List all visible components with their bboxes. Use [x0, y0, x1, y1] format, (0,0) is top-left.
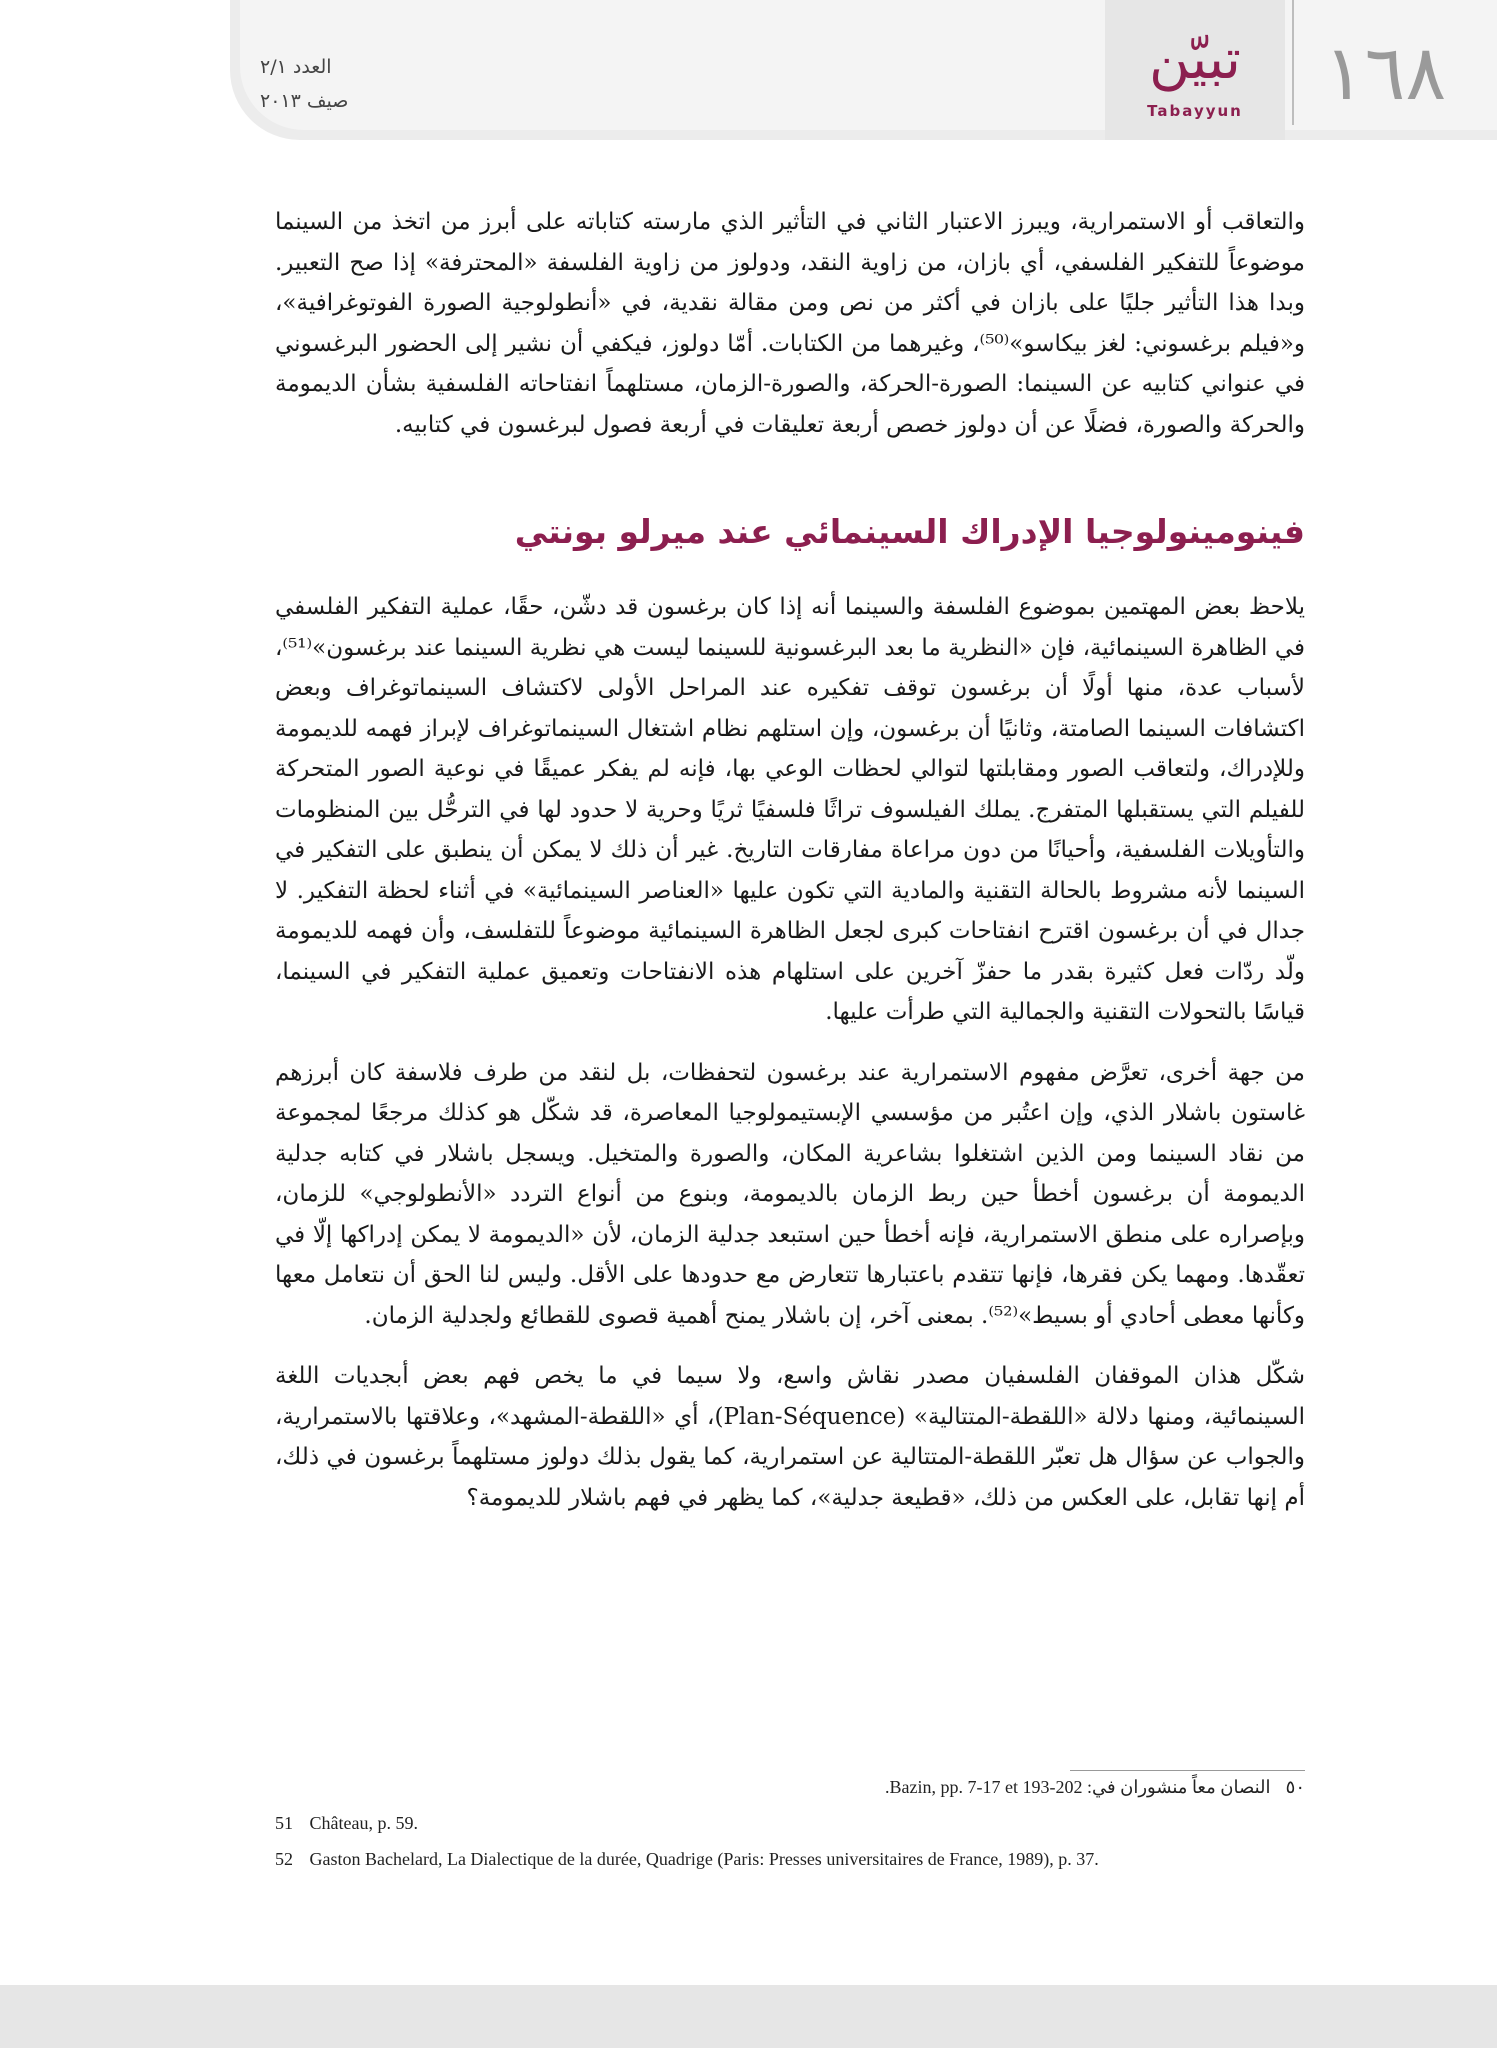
footnote-text: Château, p. 59. — [309, 1813, 418, 1833]
page-footer-band — [0, 1985, 1497, 2048]
footnotes — [275, 1772, 1305, 1880]
footnote-number: 51 — [275, 1813, 293, 1833]
issue-label: العدد ٢/١ — [260, 56, 332, 78]
journal-logo: تبيّن — [1148, 27, 1241, 92]
footnote-number: 52 — [275, 1849, 293, 1869]
paragraph-4: شكّل هذان الموقفان الفلسفيان مصدر نقاش واسع، ولا سيما في ما يخص فهم بعض أبجديات اللغة السينمائية، ومنها دلالة «اللقطة-المتتالية» (Plan-Séquence)، أي «اللقطة-المشهد»، وعلاقتها بالاستمرارية، والجواب عن سؤال هل تعبّر اللقطة-المتتالية عن استمرارية، كما يقول بذلك دولوز مستلهماً برغسون في ذلك، أم إنها تقابل، على العكس من ذلك، «قطيعة جدلية»، كما يظهر في فهم باشلار للديمومة؟ — [275, 1363, 1305, 1511]
issue-info — [260, 50, 380, 118]
page-number: ١٦٨ — [1323, 28, 1447, 117]
footnote-52 — [275, 1844, 1305, 1874]
paragraph-2: يلاحظ بعض المهتمين بموضوع الفلسفة والسينما أنه إذا كان برغسون قد دشّن، حقًا، عملية التفكير الفلسفي في الظاهرة السينمائية، فإن «النظرية ما بعد البرغسونية للسينما ليست هي نظرية السينما عند برغسون»⁽⁵¹⁾، لأسباب عدة، منها أولًا أن برغسون توقف تفكيره عند المراحل الأولى لاكتشاف السينماتوغراف وبعض اكتشافات السينما الصامتة، وثانيًا أن برغسون، وإن استلهم نظام اشتغال السينماتوغراف لإبراز فهمه للديمومة وللإدراك، ولتعاقب الصور ومقابلتها لتوالي لحظات الوعي بها، فإنه لم يفكر عميقًا في نوعية الصور المتحركة للفيلم التي يستقبلها المتفرج. يملك الفيلسوف تراثًا فلسفيًا ثريًا وحرية لا حدود لها في الترحُّل بين المنظومات والتأويلات الفلسفية، وأحيانًا من دون مراعاة مفارقات التاريخ. غير أن ذلك لا يمكن أن ينطبق على التفكير في السينما لأنه مشروط بالحالة التقنية والمادية التي تكون عليها «العناصر السينمائية» في أثناء لحظة التفكير. لا جدال في أن برغسون اقترح انفتاحات كبرى لجعل الظاهرة السينمائية موضوعاً للتفلسف، وأن فهمه للديمومة ولّد ردّات فعل كثيرة بقدر ما حفزّ آخرين على استلهام هذه الانفتاحات وتعميق عملية التفكير في السينما، قياسًا بالتحولات التقنية والجمالية التي طرأت عليها. — [275, 594, 1305, 1025]
footnote-50 — [275, 1772, 1305, 1802]
footnote-number: ٥٠ — [1285, 1777, 1305, 1797]
footnote-51 — [275, 1808, 1305, 1838]
footnote-text: النصان معاً منشوران في: Bazin, pp. 7-17 et 193-202. — [885, 1777, 1271, 1797]
journal-logo-latin: Tabayyun — [1147, 102, 1243, 120]
header-divider — [1292, 0, 1294, 125]
paragraph-1: والتعاقب أو الاستمرارية، ويبرز الاعتبار الثاني في التأثير الذي مارسته كتاباته على أبرز من اتخذ من السينما موضوعاً للتفكير الفلسفي، أي بازان، من زاوية النقد، ودولوز من زاوية الفلسفة «المحترفة» إذا صح التعبير. وبدا هذا التأثير جليًا على بازان في أكثر من نص ومن مقالة نقدية، في «أنطولوجية الصورة الفوتوغرافية»، و«فيلم برغسوني: لغز بيكاسو»⁽⁵⁰⁾، وغيرهما من الكتابات. أمّا دولوز، فيكفي أن نشير إلى الحضور البرغسوني في عنواني كتابيه عن السينما: الصورة-الحركة، والصورة-الزمان، مستلهماً انفتاحاته الفلسفية بشأن الديمومة والحركة والصورة، فضلًا عن أن دولوز خصص أربعة تعليقات في أربعة فصول لبرغسون في كتابيه. — [275, 209, 1305, 438]
footnote-text: Gaston Bachelard, La Dialectique de la durée, Quadrige (Paris: Presses universitaires de France, 1989), p. 37. — [309, 1849, 1099, 1869]
section-heading: فينومينولوجيا الإدراك السينمائي عند ميرلو بونتي — [514, 512, 1305, 551]
article-body — [275, 202, 1305, 1518]
season-label: صيف ٢٠١٣ — [260, 90, 349, 112]
paragraph-3: من جهة أخرى، تعرَّض مفهوم الاستمرارية عند برغسون لتحفظات، بل لنقد من طرف فلاسفة كان أبرزهم غاستون باشلار الذي، وإن اعتُبر من مؤسسي الإبستيمولوجيا المعاصرة، قد شكّل هو كذلك مرجعًا لمجموعة من نقاد السينما ومن الذين اشتغلوا بشاعرية المكان، والصورة والمتخيل. ويسجل باشلار في كتابه جدلية الديمومة أن برغسون أخطأ حين ربط الزمان بالديمومة، وبنوع من أنواع التردد «الأنطولوجي» للزمان، وبإصراره على منطق الاستمرارية، فإنه أخطأ حين استبعد جدلية الزمان، لأن «الديمومة لا يمكن إدراكها إلّا في تعقّدها. ومهما يكن فقرها، فإنها تتقدم باعتبارها تتعارض مع حدودها على الأقل. وليس لنا الحق أن نتعامل معها وكأنها معطى أحادي أو بسيط»⁽⁵²⁾. بمعنى آخر، إن باشلار يمنح أهمية قصوى للقطائع ولجدلية الزمان. — [275, 1059, 1305, 1329]
footnote-rule — [1070, 1770, 1305, 1771]
